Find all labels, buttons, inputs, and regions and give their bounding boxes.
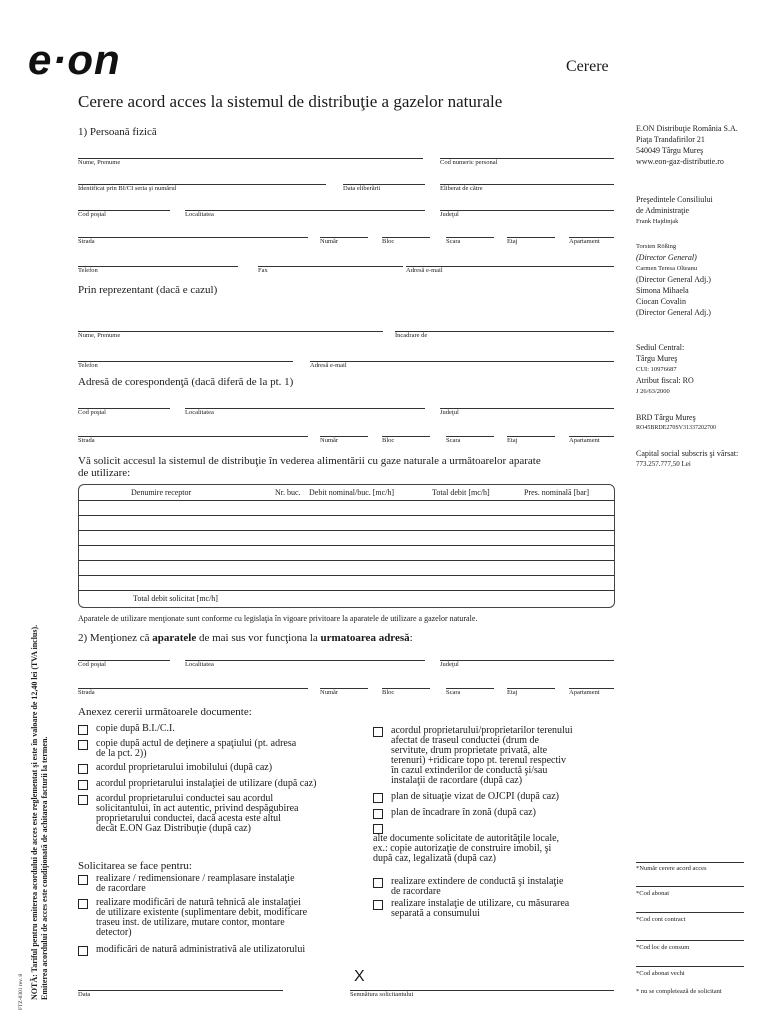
checkbox[interactable] <box>373 793 383 803</box>
form-row-site-2 <box>78 676 614 696</box>
field-label: Cod numeric personal <box>440 159 498 166</box>
form-row-rep-contact <box>78 349 614 369</box>
field-label: Cod poştal <box>78 661 106 668</box>
rep-phone-field[interactable] <box>78 349 293 362</box>
office-label: *Cod abonat vechi <box>636 970 685 977</box>
county-field[interactable] <box>440 648 614 661</box>
table-header: Denumire receptor <box>131 488 192 497</box>
checkbox[interactable] <box>78 740 88 750</box>
manager-role: (Director General Adj.) <box>636 275 711 284</box>
apartment-field[interactable] <box>569 676 614 689</box>
purpose-checkbox-extension[interactable] <box>373 877 628 897</box>
table-header: Total debit [mc/h] <box>432 488 490 497</box>
floor-field[interactable] <box>507 225 555 238</box>
field-label: Judeţul <box>440 409 459 416</box>
table-row[interactable] <box>79 530 614 546</box>
checkbox[interactable] <box>373 900 383 910</box>
form-row-rep-name <box>78 319 614 339</box>
checkbox[interactable] <box>78 875 88 885</box>
field-label: Eliberat de către <box>440 185 483 192</box>
phone-field[interactable] <box>78 254 238 267</box>
postal-code-field[interactable] <box>78 396 170 409</box>
hq-fiscal: Atribut fiscal: RO <box>636 376 694 385</box>
section-2-text: 2) Menţionez că <box>78 632 153 644</box>
postal-code-field[interactable] <box>78 648 170 661</box>
manager-name: Ciocan Covalin <box>636 297 686 306</box>
bank-info <box>636 412 716 434</box>
checkbox-label: alte documente solicitate de autorităţile locale, ex.: copie autorizaţie de construire imobil, şi după caz, legalizată (după caz) <box>373 833 560 864</box>
field-label: Strada <box>78 437 95 444</box>
field-label: Localitatea <box>185 211 214 218</box>
checkbox-label: acordul proprietarului imobilului (după caz) <box>96 762 273 773</box>
table-header: Debit nominal/buc. [mc/h] <box>309 488 395 497</box>
locality-field[interactable] <box>185 648 425 661</box>
section-2-heading <box>78 632 413 644</box>
field-label: Bloc <box>382 238 395 245</box>
office-label: *Cod abonat <box>636 890 670 897</box>
table-header: Nr. buc. <box>275 488 301 497</box>
capital-value: 773.257.777,50 Lei <box>636 460 691 468</box>
purpose-checkbox-connection[interactable] <box>78 874 368 894</box>
field-label: Identificat prin BI/CI seria şi numărul <box>78 185 177 192</box>
table-row[interactable] <box>79 575 614 591</box>
note-line: Emiterea acordului de acces este condiţionată de achitarea facturii la termen. <box>40 736 49 1000</box>
office-line[interactable] <box>636 886 744 887</box>
field-label: Judeţul <box>440 661 459 668</box>
purpose-checkbox-administrative[interactable] <box>78 945 368 956</box>
board-title: de Administraţie <box>636 206 690 215</box>
field-label: Strada <box>78 238 95 245</box>
table-row[interactable] <box>79 500 614 516</box>
company-address: Piaţa Trandafirilor 21 <box>636 135 705 144</box>
company-info <box>636 123 738 167</box>
field-label: Semnătura solicitantului <box>350 991 414 998</box>
table-header-row <box>79 485 614 501</box>
board-member: Frank Hajdinjak <box>636 218 679 225</box>
checkbox-label: modificări de natură administrativă ale utilizatorului <box>96 944 306 955</box>
block-field[interactable] <box>382 424 430 437</box>
field-label: Nume, Prenume <box>78 332 121 339</box>
field-label: Etaj <box>507 238 518 245</box>
capital-label: Capital social subscris şi vărsat: <box>636 449 739 458</box>
floor-field[interactable] <box>507 676 555 689</box>
checkbox-label: realizare modificări de natură tehnică ale instalaţiei de utilizare existente (suplimentare debit, modificare traseu inst. de utilizare, mutare contor, montare detector) <box>96 897 308 938</box>
rep-role-field[interactable] <box>395 319 614 332</box>
annex-checkbox-id-copy[interactable] <box>78 724 358 735</box>
postal-code-field[interactable] <box>78 198 170 211</box>
manager-name: Simona Mihaela <box>636 286 689 295</box>
receptor-table <box>78 484 615 608</box>
form-row-corr-1 <box>78 396 614 416</box>
field-label: Număr <box>320 238 339 245</box>
page-title: Cerere acord acces la sistemul de distribuţie a gazelor naturale <box>78 92 503 111</box>
field-label: Fax <box>258 267 268 274</box>
staircase-field[interactable] <box>446 676 494 689</box>
staircase-field[interactable] <box>446 424 494 437</box>
checkbox-label: acordul proprietarului/proprietarilor terenului afectat de traseul conductei (drum de servitute, drum proprietate privată, alte terenuri) +ridicare topo pt. terenul respectiv în cazul extinderilor de conductă şi/sau instalaţii de racordare (după caz) <box>391 725 573 786</box>
staircase-field[interactable] <box>446 225 494 238</box>
section-1-heading: 1) Persoană fizică <box>78 126 157 138</box>
management-info <box>636 241 711 318</box>
purpose-heading: Solicitarea se face pentru: <box>78 860 192 872</box>
checkbox-label: realizare / redimensionare / reamplasare instalaţie de racordare <box>96 873 295 894</box>
county-field[interactable] <box>440 396 614 409</box>
rep-email-field[interactable] <box>310 349 614 362</box>
fax-field[interactable] <box>258 254 403 267</box>
number-field[interactable] <box>320 225 368 238</box>
id-field[interactable] <box>78 172 326 185</box>
signature-row <box>78 978 614 998</box>
field-label: Etaj <box>507 437 518 444</box>
apartment-field[interactable] <box>569 225 614 238</box>
field-label: Etaj <box>507 689 518 696</box>
field-label: Număr <box>320 437 339 444</box>
street-field[interactable] <box>78 424 308 437</box>
signature-field[interactable] <box>350 978 614 991</box>
checkbox[interactable] <box>78 899 88 909</box>
field-label: Apartament <box>569 437 600 444</box>
field-label: Scara <box>446 437 461 444</box>
form-row-name <box>78 146 614 166</box>
representative-heading: Prin reprezentant (dacă e cazul) <box>78 284 218 296</box>
checkbox-label: acordul proprietarului instalaţiei de utilizare (după caz) <box>96 778 317 789</box>
eon-logo: e·on <box>28 36 121 83</box>
purpose-checkbox-utilization[interactable] <box>373 899 628 919</box>
headquarters-info <box>636 342 694 397</box>
field-label: Scara <box>446 238 461 245</box>
fee-note <box>30 625 50 1000</box>
checkbox-label: copie după actul de deţinere a spaţiului (pt. adresa de la pct. 2)) <box>96 738 297 759</box>
annex-checkbox-building-owner[interactable] <box>78 763 358 774</box>
block-field[interactable] <box>382 225 430 238</box>
checkbox-label: acordul proprietarului conductei sau acordul solicitantului, în act autentic, privind despăgubirea proprietarului conductei, dacă acesta este altul decât E.ON Gaz Distribuţie (după caz) <box>96 793 299 834</box>
office-label: *Cod cont contract <box>636 916 686 923</box>
checkbox-label: copie după B.I./C.I. <box>96 723 175 734</box>
bank-name: BRD Târgu Mureş <box>636 413 696 422</box>
field-label: Data eliberării <box>343 185 381 192</box>
hq-label: Sediul Central: <box>636 343 685 352</box>
office-label: *Număr cerere acord acces <box>636 865 707 872</box>
checkbox-label: realizare extindere de conductă şi instalaţie de racordare <box>391 876 564 897</box>
purpose-checkbox-technical-change[interactable] <box>78 898 368 938</box>
company-name: E.ON Distribuţie România S.A. <box>636 124 738 133</box>
form-row-corr-2 <box>78 424 614 444</box>
checkbox[interactable] <box>373 727 383 737</box>
floor-field[interactable] <box>507 424 555 437</box>
number-field[interactable] <box>320 424 368 437</box>
street-field[interactable] <box>78 676 308 689</box>
form-row-id <box>78 172 614 192</box>
field-label: Număr <box>320 689 339 696</box>
field-label: Cod poştal <box>78 211 106 218</box>
field-label: Cod poştal <box>78 409 106 416</box>
hq-registration: J 26/63/2000 <box>636 388 670 395</box>
hq-cui: CUI: 10976687 <box>636 366 677 373</box>
annex-heading: Anexez cererii următoarele documente: <box>78 706 252 718</box>
vertical-note <box>30 560 50 1000</box>
office-label: *Cod loc de consum <box>636 944 690 951</box>
office-line[interactable] <box>636 940 744 941</box>
annex-checkbox-land-owner[interactable] <box>373 726 628 786</box>
manager-name: Carmen Teresa Olteanu <box>636 265 698 272</box>
field-label: Adresă e-mail <box>406 267 443 274</box>
checkbox[interactable] <box>373 878 383 888</box>
annex-checkbox-site-plan[interactable] <box>373 792 628 803</box>
conformity-statement: Aparatele de utilizare menţionate sunt conforme cu legislaţia în vigoare privitoare la aparatele de utilizare a gazelor naturale. <box>78 614 478 623</box>
table-header: Pres. nominală [bar] <box>524 488 590 497</box>
field-label: Scara <box>446 689 461 696</box>
checkbox[interactable] <box>78 946 88 956</box>
checkbox[interactable] <box>78 764 88 774</box>
field-label: Bloc <box>382 437 395 444</box>
issued-by-field[interactable] <box>440 172 614 185</box>
table-row[interactable] <box>79 545 614 561</box>
checkbox[interactable] <box>78 725 88 735</box>
office-line[interactable] <box>636 966 744 967</box>
form-row-address-1 <box>78 198 614 218</box>
manager-role: (Director General Adj.) <box>636 308 711 317</box>
field-label: Adresă e-mail <box>310 362 347 369</box>
form-row-address-2 <box>78 225 614 245</box>
checkbox-label: plan de situaţie vizat de OJCPI (după caz) <box>391 791 559 802</box>
county-field[interactable] <box>440 198 614 211</box>
section-2-text: de mai sus vor funcţiona la <box>196 632 321 644</box>
checkbox-label: plan de încadrare în zonă (după caz) <box>391 807 536 818</box>
checkbox[interactable] <box>78 795 88 805</box>
board-info <box>636 194 713 227</box>
date-field[interactable] <box>78 978 283 991</box>
field-label: Telefon <box>78 267 98 274</box>
board-title: Preşedintele Consiliului <box>636 195 713 204</box>
manager-role: (Director General) <box>636 253 697 262</box>
document-type: Cerere <box>566 58 609 75</box>
locality-field[interactable] <box>185 198 425 211</box>
name-field[interactable] <box>78 146 423 159</box>
signature-mark: X <box>354 968 365 985</box>
form-code: FTZ-0301 rev. 8 <box>18 973 24 1010</box>
field-label: Bloc <box>382 689 395 696</box>
hq-city: Târgu Mureş <box>636 354 678 363</box>
field-label: Încadrare de <box>395 332 428 339</box>
apartment-field[interactable] <box>569 424 614 437</box>
correspondence-heading: Adresă de corespondenţă (dacă diferă de la pt. 1) <box>78 376 294 388</box>
field-label: Strada <box>78 689 95 696</box>
office-use-note: * nu se completează de solicitant <box>636 988 722 995</box>
note-line: NOTĂ: Tariful pentru emiterea acordului de acces este reglementat şi este în valoare de 12,40 lei (TVA inclus). <box>30 624 39 1000</box>
table-footer-label: Total debit solicitat [mc/h] <box>133 594 218 603</box>
rep-name-field[interactable] <box>78 319 383 332</box>
form-row-site-1 <box>78 648 614 668</box>
checkbox-label: realizare instalaţie de utilizare, cu măsurarea separată a consumului <box>391 898 570 919</box>
manager-name: Torsten Rößing <box>636 243 677 250</box>
field-label: Telefon <box>78 362 98 369</box>
request-text: Vă solicit accesul la sistemul de distribuţie în vederea alimentării cu gaze naturale a următoarelor aparate <box>78 455 541 467</box>
block-field[interactable] <box>382 676 430 689</box>
checkbox[interactable] <box>78 780 88 790</box>
checkbox[interactable] <box>373 809 383 819</box>
cnp-field[interactable] <box>440 146 614 159</box>
annex-checkbox-installation-owner[interactable] <box>78 779 368 790</box>
email-field[interactable] <box>406 254 614 267</box>
field-label: Localitatea <box>185 661 214 668</box>
number-field[interactable] <box>320 676 368 689</box>
field-label: Nume, Prenume <box>78 159 121 166</box>
table-row[interactable] <box>79 515 614 531</box>
bank-account: RO45BRDE270SV31337202700 <box>636 425 717 431</box>
section-2-text: : <box>409 632 413 644</box>
office-use-section <box>636 862 744 982</box>
field-label: Localitatea <box>185 409 214 416</box>
field-label: Apartament <box>569 689 600 696</box>
section-2-bold: urmatoarea adresă <box>320 632 410 644</box>
locality-field[interactable] <box>185 396 425 409</box>
section-2-bold: aparatele <box>152 632 197 644</box>
field-label: Apartament <box>569 238 600 245</box>
annex-checkbox-zone-plan[interactable] <box>373 808 628 819</box>
office-line[interactable] <box>636 862 744 863</box>
annex-checkbox-other-docs[interactable] <box>373 823 628 864</box>
form-row-contact <box>78 254 614 274</box>
request-text-continued: de utilizare: <box>78 467 131 479</box>
annex-checkbox-pipe-owner[interactable] <box>78 794 358 834</box>
issue-date-field[interactable] <box>343 172 425 185</box>
capital-info <box>636 448 738 470</box>
field-label: Data <box>78 991 91 998</box>
annex-checkbox-ownership[interactable] <box>78 739 358 759</box>
street-field[interactable] <box>78 225 308 238</box>
company-website: www.eon-gaz-distributie.ro <box>636 157 724 166</box>
office-line[interactable] <box>636 912 744 913</box>
field-label: Judeţul <box>440 211 459 218</box>
table-row[interactable] <box>79 560 614 576</box>
company-city: 540049 Târgu Mureş <box>636 146 704 155</box>
